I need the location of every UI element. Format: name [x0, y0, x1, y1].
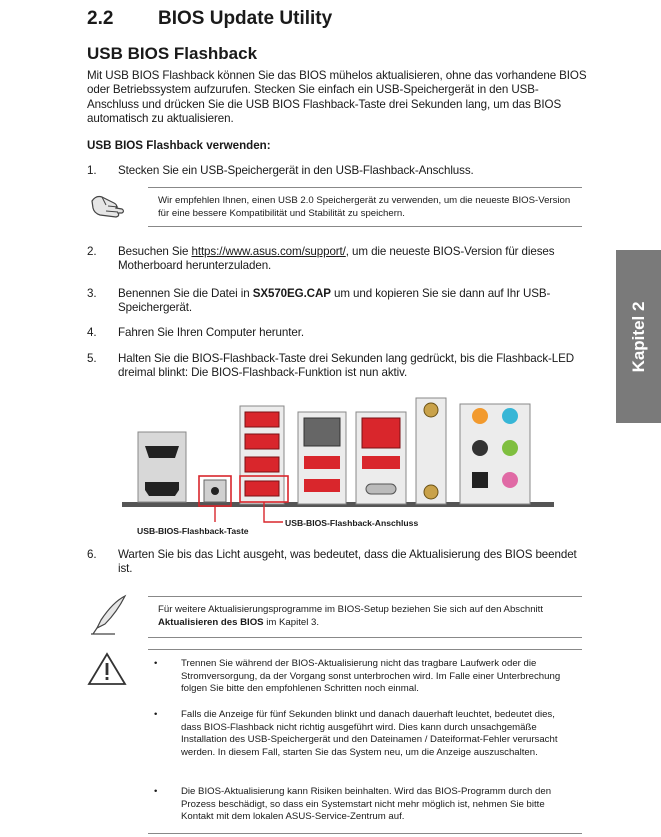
section-number: 2.2 — [87, 8, 114, 29]
subsection-title: USB BIOS Flashback — [87, 44, 258, 63]
pen-note-icon — [87, 594, 131, 636]
file-name: SX570EG.CAP — [252, 287, 331, 300]
chapter-label: Kapitel 2 — [628, 301, 648, 372]
warning-item-1: Trennen Sie während der BIOS-Aktualisierung nicht das tragbare Laufwerk oder die Stromversorgung, da der Vorgang sonst unterbrochen wird. Im Falle einer Unterbrechung folgen Sie bitte den empfohlenen Schritten noch einmal. — [181, 658, 561, 695]
step-6 — [87, 548, 588, 578]
step-text-post: um und kopieren Sie sie dann auf Ihr USB-Speichergerät. — [118, 287, 551, 315]
figure-label-port: USB-BIOS-Flashback-Anschluss — [285, 518, 419, 528]
warning-item-3: Die BIOS-Aktualisierung kann Risiken beinhalten. Wird das BIOS-Programm durch den Prozess beschädigt, so dass ein Systemstart nicht mehr möglich ist, nehmen Sie bitte Kontakt mit dem lokalen ASUS-Service-Zentrum auf. — [181, 786, 552, 823]
note-box-usb — [148, 187, 582, 227]
chapter-side-tab — [616, 250, 661, 423]
note-box-setup — [148, 596, 582, 638]
note-reference: Aktualisieren des BIOS — [158, 617, 264, 628]
step-number: 2. — [87, 245, 97, 258]
warning-item-2: Falls die Anzeige für fünf Sekunden blinkt und danach dauerhaft leuchtet, bedeutet dies, dass BIOS-Flashback nicht richtig ausgeführt wird. Dies kann durch unsachgemäße Installation des USB-Speichergerät und den Dateinamen / Dateiformat-Fehler verursacht werden. In diesem Fall, starten Sie das System neu, um die Anzeige auszuschalten. — [181, 709, 558, 758]
wifi-antenna-ports — [416, 398, 446, 504]
io-panel-figure — [118, 394, 558, 534]
step-text-pre: Besuchen Sie — [118, 245, 192, 258]
lan-usb-block-1 — [298, 412, 346, 504]
step-text: Halten Sie die BIOS-Flashback-Taste drei Sekunden lang gedrückt, bis die Flashback-LED dreimal blinkt: Die BIOS-Flashback-Funktion ist nun aktiv. — [118, 352, 575, 380]
hand-icon — [88, 191, 128, 221]
usage-heading: USB BIOS Flashback verwenden: — [87, 139, 271, 152]
asus-support-link[interactable]: https://www.asus.com/support/ — [191, 245, 346, 258]
step-text: Warten Sie bis das Licht ausgeht, was bedeutet, dass die Aktualisierung des BIOS beendet ist. — [118, 548, 577, 576]
step-text: Stecken Sie ein USB-Speichergerät in den USB-Flashback-Anschluss. — [118, 164, 474, 177]
step-5 — [87, 352, 588, 382]
lan-usb-block-2 — [356, 412, 406, 504]
bullet: • — [154, 709, 158, 720]
flashback-button — [199, 476, 231, 506]
step-1 — [87, 164, 588, 179]
step-number: 3. — [87, 287, 97, 300]
step-number: 1. — [87, 164, 97, 177]
note-text-pre: Für weitere Aktualisierungsprogramme im BIOS-Setup beziehen Sie sich auf den Abschnitt — [158, 604, 544, 615]
figure-label-button: USB-BIOS-Flashback-Taste — [137, 526, 249, 536]
warning-icon — [87, 652, 127, 686]
bullet: • — [154, 786, 158, 797]
audio-jacks — [460, 404, 530, 504]
step-number: 5. — [87, 352, 97, 365]
step-text-post: , um die neueste BIOS-Version für dieses Motherboard herunterzuladen. — [118, 245, 555, 273]
intro-paragraph: Mit USB BIOS Flashback können Sie das BIOS mühelos aktualisieren, ohne das vorhandene BIOS oder Betriebssystem aufzurufen. Stecken Sie einfach ein USB-Speichergerät in den USB- Anschluss und drücken Sie die USB BIOS Flashback-Taste drei Sekunden lang, um das BIOS automatisch zu aktualisieren. — [87, 69, 587, 126]
note-text-post: im Kapitel 3. — [263, 617, 320, 628]
step-2 — [87, 245, 588, 275]
step-number: 6. — [87, 548, 97, 561]
warning-list — [148, 649, 582, 834]
step-4 — [87, 326, 588, 341]
usb-ports — [240, 406, 288, 504]
display-ports — [138, 432, 186, 502]
bullet: • — [154, 658, 158, 669]
section-title: BIOS Update Utility — [158, 8, 333, 29]
step-number: 4. — [87, 326, 97, 339]
step-3 — [87, 287, 588, 317]
step-text: Fahren Sie Ihren Computer herunter. — [118, 326, 304, 339]
note-text: Wir empfehlen Ihnen, einen USB 2.0 Speichergerät zu verwenden, um die neueste BIOS-Version für eine bessere Kompatibilität und Stabilität zu speichern. — [158, 195, 571, 219]
step-text-pre: Benennen Sie die Datei in — [118, 287, 253, 300]
